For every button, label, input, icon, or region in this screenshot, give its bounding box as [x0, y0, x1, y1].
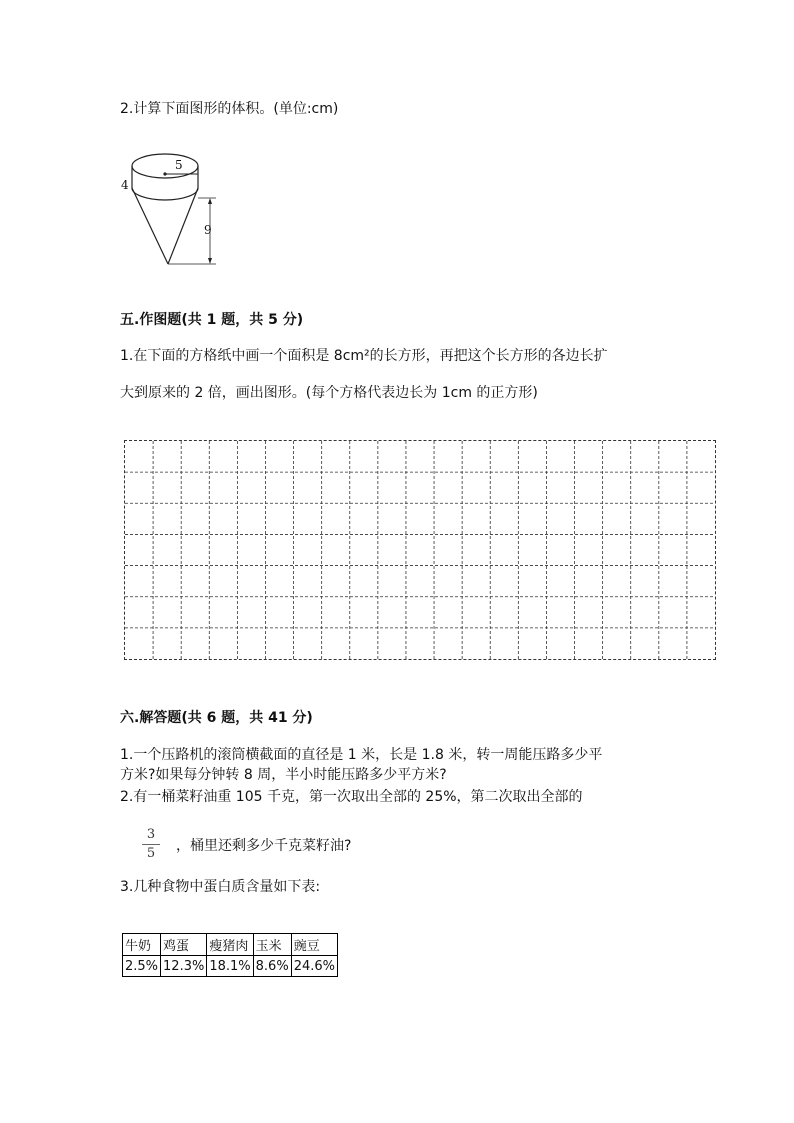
cone-height-label: 9: [204, 223, 212, 237]
table-header-cell: 牛奶: [123, 934, 161, 956]
section-6-q1-line2: 方米?如果每分钟转 8 周，半小时能压路多少平方米?: [120, 767, 447, 783]
section-6-q2-line2: ，桶里还剩多少千克菜籽油?: [176, 838, 352, 854]
section-6-q1-line1: 1.一个压路机的滚筒横截面的直径是 1 米，长是 1.8 米，转一周能压路多少平: [120, 747, 603, 763]
fraction-denominator: 5: [146, 846, 156, 861]
table-header-cell: 玉米: [253, 934, 291, 956]
question-2-title: 2.计算下面图形的体积。(单位:cm): [120, 101, 339, 117]
section-6-heading: 六.解答题(共 6 题，共 41 分): [120, 710, 313, 726]
section-6-q3-line1: 3.几种食物中蛋白质含量如下表:: [120, 879, 321, 895]
section-5-heading: 五.作图题(共 1 题，共 5 分): [120, 312, 304, 328]
table-cell: 8.6%: [253, 956, 291, 977]
table-header-cell: 豌豆: [291, 934, 337, 956]
fraction: [140, 828, 162, 861]
table-row: [123, 956, 338, 977]
section-5-q1-line1: 1.在下面的方格纸中画一个面积是 8cm²的长方形，再把这个长方形的各边长扩: [120, 348, 608, 364]
fraction-bar: [142, 844, 160, 845]
section-6-q2-line1: 2.有一桶菜籽油重 105 千克，第一次取出全部的 25%，第二次取出全部的: [120, 789, 583, 805]
cylinder-height-label: 4: [121, 178, 129, 192]
table-cell: 12.3%: [161, 956, 207, 977]
fraction-numerator: 3: [146, 827, 156, 842]
table-cell: 2.5%: [123, 956, 161, 977]
table-header-row: [123, 934, 338, 956]
grid-lines: [125, 441, 715, 659]
section-5-q1-line2: 大到原来的 2 倍，画出图形。(每个方格代表边长为 1cm 的正方形): [120, 385, 538, 401]
cylinder-cone-figure: [112, 148, 222, 270]
protein-table: [122, 933, 338, 977]
table-header-cell: 瘦猪肉: [207, 934, 253, 956]
table-cell: 18.1%: [207, 956, 253, 977]
radius-label: 5: [175, 158, 183, 172]
table-cell: 24.6%: [291, 956, 337, 977]
table-header-cell: 鸡蛋: [161, 934, 207, 956]
grid-paper[interactable]: [124, 440, 716, 660]
